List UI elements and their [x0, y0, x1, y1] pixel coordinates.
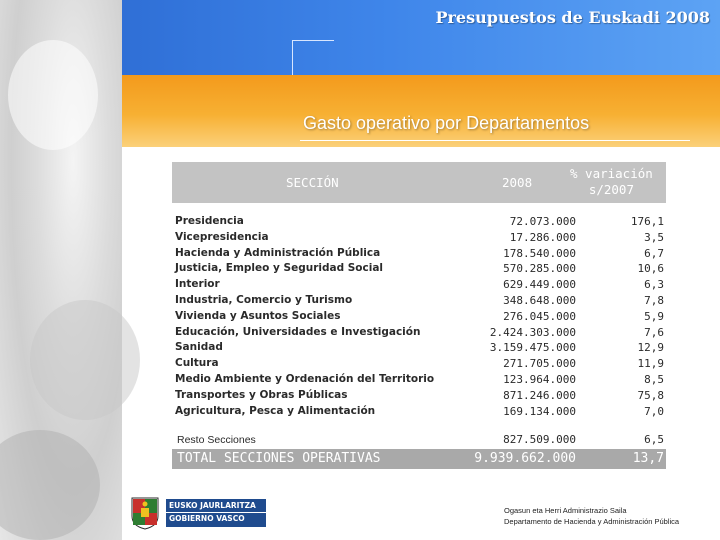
header-variation: [570, 166, 653, 198]
row-amount: 72.073.000: [509, 215, 576, 228]
row-name: Agricultura, Pesca y Alimentación: [175, 404, 376, 417]
footer-line2: Departamento de Hacienda y Administración Pública: [504, 517, 680, 526]
row-name: Vivienda y Asuntos Sociales: [175, 309, 341, 322]
row-variation: 75,8: [637, 388, 664, 402]
table-row: [172, 372, 666, 388]
table-row: [172, 325, 666, 341]
row-amount: 871.246.000: [503, 388, 576, 402]
row-variation: 11,9: [637, 357, 664, 371]
page-subtitle: Gasto operativo por Departamentos: [303, 113, 590, 133]
footer-department: [504, 505, 679, 527]
row-name: Medio Ambiente y Ordenación del Territorio: [175, 372, 435, 385]
header-orange-band: [122, 75, 720, 147]
row-name: Interior: [175, 278, 220, 291]
row-amount: 3.159.475.000: [489, 341, 576, 355]
photo-highlight: [8, 40, 98, 150]
photo-shadow: [0, 430, 100, 540]
table-row: [172, 214, 666, 230]
band-divider: [122, 147, 720, 148]
table-row: [172, 388, 666, 404]
row-amount: 570.285.000: [503, 262, 576, 276]
total-variation: 13,7: [632, 451, 664, 466]
row-variation: 7,8: [644, 293, 664, 307]
table-row: [172, 293, 666, 309]
subtitle-underline: [300, 140, 690, 141]
table-body: [172, 214, 666, 419]
row-variation: 7,6: [644, 325, 664, 339]
decorative-line-vertical: [292, 40, 293, 75]
header-section: SECCIÓN: [286, 175, 339, 190]
row-amount: 178.540.000: [503, 246, 576, 260]
row-variation: 5,9: [644, 309, 664, 323]
row-name: Industria, Comercio y Turismo: [175, 293, 353, 306]
row-name: Transportes y Obras Públicas: [175, 388, 348, 401]
row-variation: 7,0: [644, 404, 664, 418]
total-name: TOTAL SECCIONES OPERATIVAS: [177, 451, 381, 466]
row-name: Presidencia: [175, 215, 244, 227]
resto-name: Resto Secciones: [177, 434, 256, 446]
total-row: [172, 449, 666, 469]
budget-table: [172, 162, 666, 468]
decorative-line: [292, 40, 334, 41]
logo-line2: GOBIERNO VASCO: [169, 514, 245, 523]
table-row: [172, 261, 666, 277]
row-amount: 123.964.000: [503, 372, 576, 386]
page-title: Presupuestos de Euskadi 2008: [435, 8, 710, 27]
table-header: [172, 162, 666, 203]
row-name: Cultura: [175, 357, 219, 370]
row-name: Vicepresidencia: [175, 230, 269, 243]
table-row: [172, 356, 666, 372]
government-logo: [130, 496, 268, 530]
row-variation: 8,5: [644, 372, 664, 386]
row-name: Hacienda y Administración Pública: [175, 246, 381, 259]
row-name: Justicia, Empleo y Seguridad Social: [175, 262, 384, 275]
header-variation-line1: % variación: [570, 166, 653, 181]
table-row: [172, 340, 666, 356]
table-row: [172, 309, 666, 325]
row-amount: 17.286.000: [509, 230, 576, 244]
row-variation: 176,1: [630, 215, 664, 228]
row-variation: 3,5: [644, 230, 664, 244]
table-row: [172, 404, 666, 420]
coat-of-arms-icon: [130, 496, 160, 530]
resto-amount: 827.509.000: [503, 433, 576, 446]
logo-line1: EUSKO JAURLARITZA: [169, 501, 256, 510]
logo-wordmark: [166, 499, 266, 527]
row-variation: 6,7: [644, 246, 664, 260]
table-row: [172, 277, 666, 293]
row-amount: 629.449.000: [503, 278, 576, 292]
footer-line1: Ogasun eta Herri Administrazio Saila: [504, 506, 627, 515]
header-year: 2008: [502, 175, 533, 190]
row-amount: 271.705.000: [503, 357, 576, 371]
row-name: Educación, Universidades e Investigación: [175, 325, 421, 338]
resto-variation: 6,5: [644, 433, 664, 446]
background-photo: [0, 0, 122, 540]
table-row: [172, 230, 666, 246]
row-name: Sanidad: [175, 341, 223, 354]
total-amount: 9.939.662.000: [474, 451, 576, 466]
row-amount: 2.424.303.000: [489, 325, 576, 339]
row-amount: 169.134.000: [503, 404, 576, 418]
table-row: [172, 246, 666, 262]
photo-shape: [30, 300, 140, 420]
header-variation-line2: s/2007: [588, 182, 634, 197]
logo-separator: [166, 512, 266, 513]
row-variation: 6,3: [644, 278, 664, 292]
row-amount: 276.045.000: [503, 309, 576, 323]
row-variation: 12,9: [637, 341, 664, 355]
resto-row: [172, 432, 666, 448]
row-amount: 348.648.000: [503, 293, 576, 307]
row-variation: 10,6: [637, 262, 664, 276]
